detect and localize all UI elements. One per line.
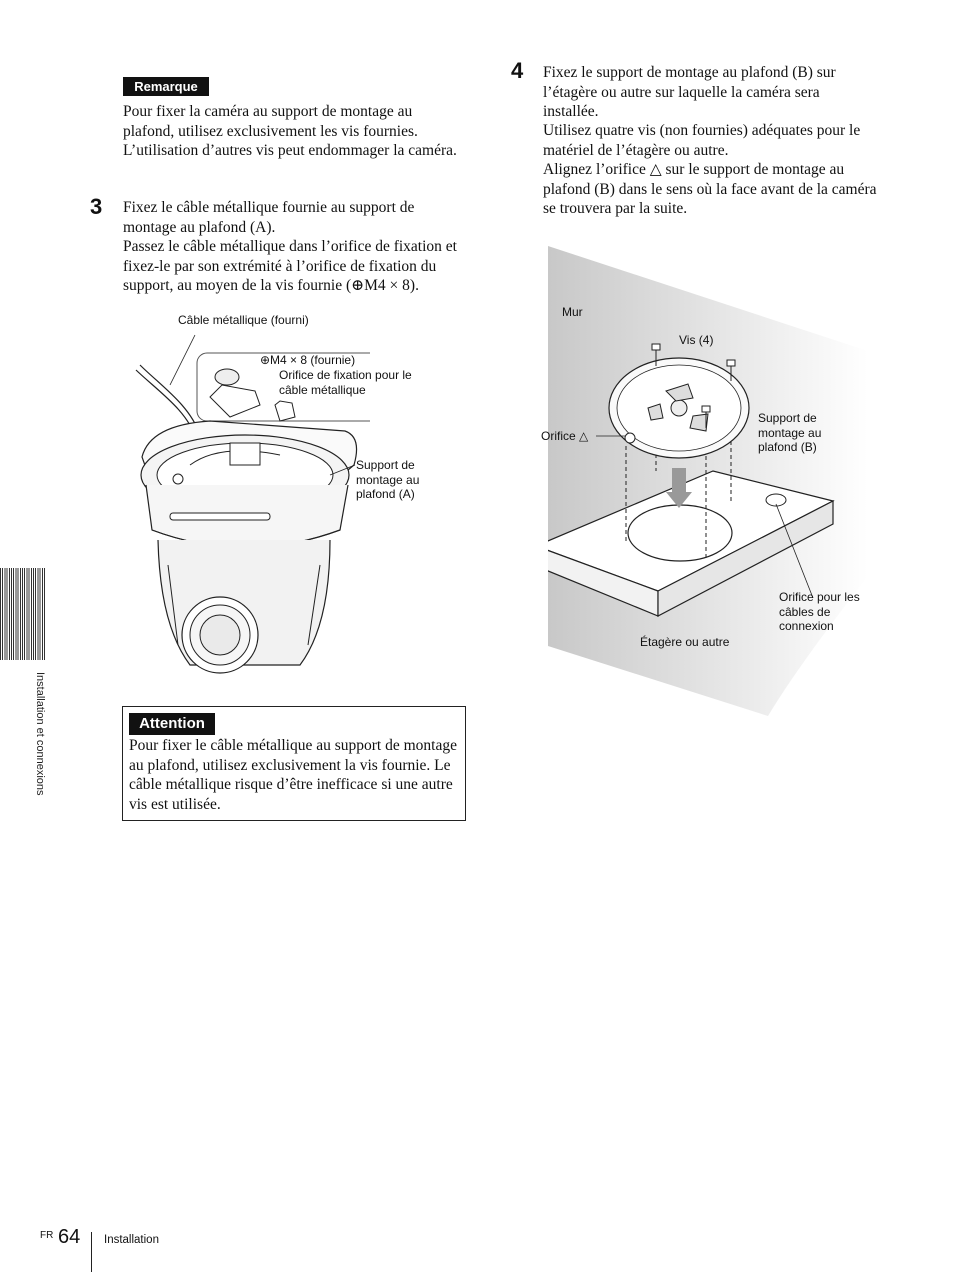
footer-page-number: 64 — [58, 1226, 81, 1248]
step-4-line2: Utilisez quatre vis (non fournies) adéquates pour le matériel de l’étagère ou autre. — [543, 122, 861, 159]
remarque-badge: Remarque — [123, 77, 209, 96]
step-4-line3: Alignez l’orifice △ sur le support de montage au plafond (B) dans le sens où la face avant de la caméra se trouvera par la suite. — [543, 161, 877, 217]
fig2-label-mur: Mur — [562, 305, 583, 319]
footer-divider — [91, 1232, 92, 1272]
fig1-label-screw: ⊕M4 × 8 (fournie) — [260, 353, 356, 367]
footer-lang: FR — [40, 1230, 54, 1241]
step-4-number: 4 — [511, 58, 524, 83]
footer-section: Installation — [104, 1234, 159, 1246]
fig2-label-orifice: Orifice △ — [541, 429, 589, 443]
remarque-text: Pour fixer la caméra au support de montage au plafond, utilisez exclusivement les vis fournies. L’utilisation d’autres vis peut endommager la caméra. — [123, 103, 457, 159]
fig2-label-vis: Vis (4) — [679, 333, 714, 347]
step-3-line2: Passez le câble métallique dans l’orifice de fixation et fixez-le par son extrémité à l’orifice de fixation du support, au moyen de la vis fournie (⊕M4 × 8). — [123, 238, 457, 294]
sidebar-tab-marker — [0, 568, 46, 660]
fig2-label-cables: Orifice pour les câbles de connexion — [779, 590, 860, 633]
step-3-line1: Fixez le câble métallique fournie au support de montage au plafond (A). — [123, 199, 415, 236]
fig1-label-cable: Câble métallique (fourni) — [178, 313, 309, 327]
attention-badge: Attention — [129, 713, 215, 735]
fig2-label-etagere: Étagère ou autre — [640, 635, 730, 649]
fig2-label-support-b: Support de montage au plafond (B) — [758, 411, 822, 454]
step-3-number: 3 — [90, 194, 103, 219]
step-4-line1: Fixez le support de montage au plafond (B) sur l’étagère ou autre sur laquelle la caméra sera installée. — [543, 64, 836, 120]
fig1-label-hole: Orifice de fixation pour le câble métallique — [279, 368, 412, 397]
camera-mount-illustration — [130, 325, 370, 685]
attention-text: Pour fixer le câble métallique au support de montage au plafond, utilisez exclusivement la vis fournie. Le câble métallique risque d’être inefficace si une autre vis est utilisée. — [129, 737, 457, 813]
sidebar-section-label: Installation et connexions — [34, 672, 46, 796]
fig1-label-support: Support de montage au plafond (A) — [356, 458, 420, 501]
